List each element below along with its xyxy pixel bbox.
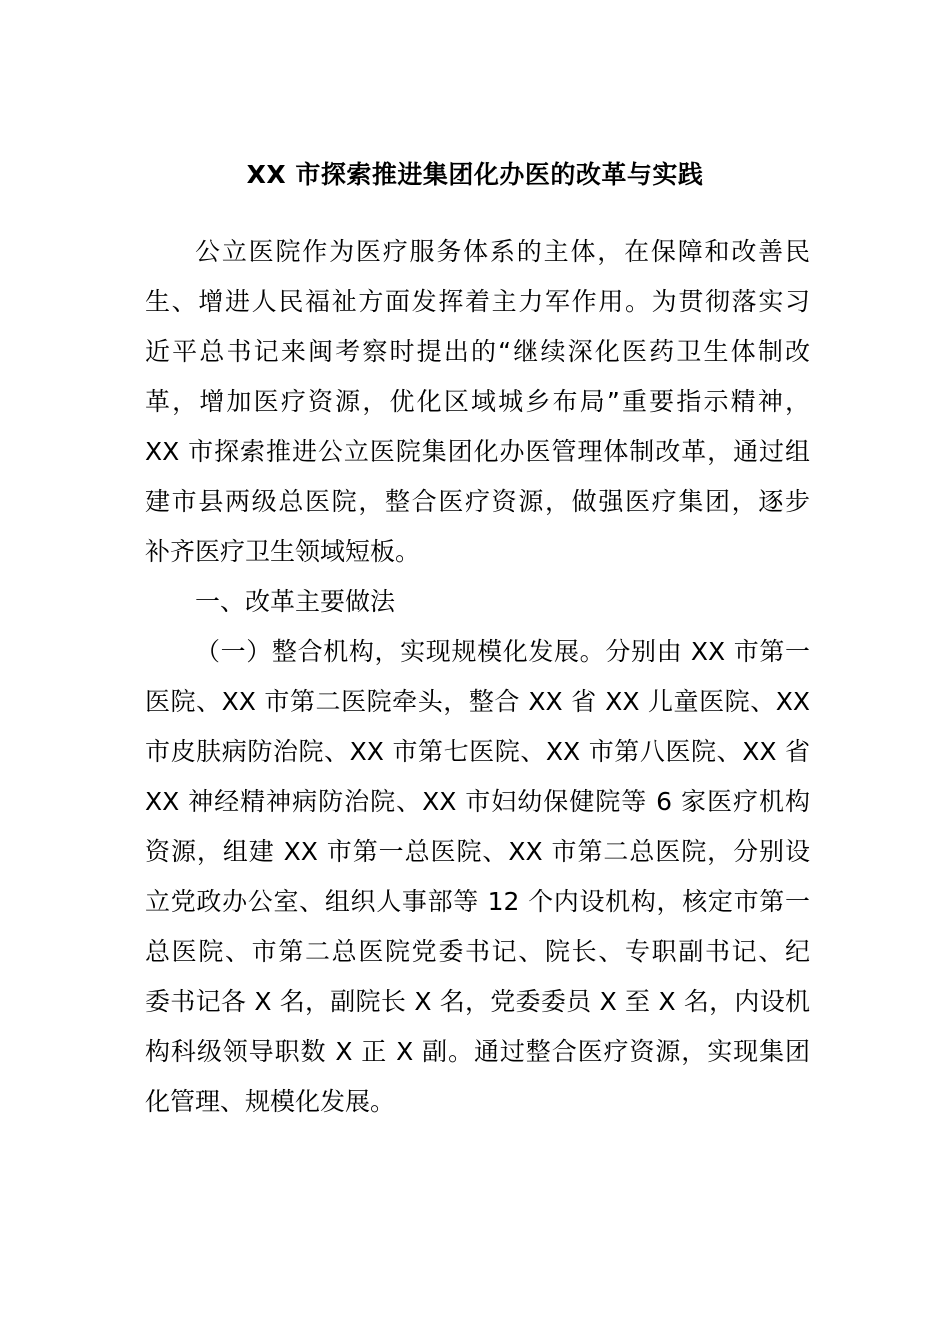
paragraph-line: XX 市探索推进公立医院集团化办医管理体制改革，通过组 bbox=[145, 437, 810, 466]
paragraph-line: 革，增加医疗资源，优化区域城乡布局”重要指示精神， bbox=[145, 387, 810, 416]
paragraph-line: 近平总书记来闽考察时提出的“继续深化医药卫生体制改 bbox=[145, 337, 810, 366]
paragraph-line: 构科级领导职数 X 正 X 副。通过整合医疗资源，实现集团 bbox=[145, 1037, 810, 1066]
paragraph-line: 一、改革主要做法 bbox=[195, 587, 396, 616]
paragraph-line: 建市县两级总医院，整合医疗资源，做强医疗集团，逐步 bbox=[145, 487, 810, 516]
paragraph-line: （一）整合机构，实现规模化发展。分别由 XX 市第一 bbox=[195, 637, 810, 666]
document-body bbox=[145, 227, 810, 1127]
paragraph-line: 医院、XX 市第二医院牵头，整合 XX 省 XX 儿童医院、XX bbox=[145, 687, 810, 716]
paragraph-line: 总医院、市第二总医院党委书记、院长、专职副书记、纪 bbox=[145, 937, 810, 966]
paragraph-line: XX 神经精神病防治院、XX 市妇幼保健院等 6 家医疗机构 bbox=[145, 787, 810, 816]
paragraph-line: 补齐医疗卫生领域短板。 bbox=[145, 537, 421, 566]
document-title: XX 市探索推进集团化办医的改革与实践 bbox=[246, 160, 704, 189]
paragraph-line: 公立医院作为医疗服务体系的主体，在保障和改善民 bbox=[195, 237, 810, 266]
paragraph-line: 委书记各 X 名，副院长 X 名，党委委员 X 至 X 名，内设机 bbox=[145, 987, 810, 1016]
paragraph-line: 化管理、规模化发展。 bbox=[145, 1087, 396, 1116]
paragraph-line: 资源，组建 XX 市第一总医院、XX 市第二总医院，分别设 bbox=[145, 837, 810, 866]
paragraph-line: 立党政办公室、组织人事部等 12 个内设机构，核定市第一 bbox=[145, 887, 810, 916]
paragraph-line: 生、增进人民福祉方面发挥着主力军作用。为贯彻落实习 bbox=[145, 287, 810, 316]
paragraph-line: 市皮肤病防治院、XX 市第七医院、XX 市第八医院、XX 省 bbox=[145, 737, 810, 766]
